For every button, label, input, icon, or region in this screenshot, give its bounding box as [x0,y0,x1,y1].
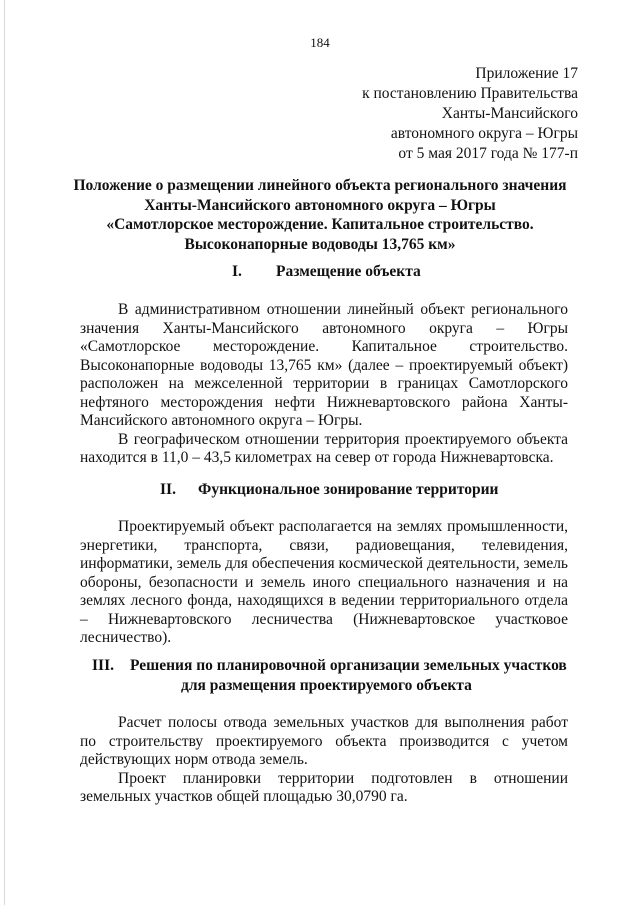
title-line: Положение о размещении линейного объекта регионального значения [73,177,567,194]
section-body-2 [80,518,568,648]
paragraph: В административном отношении линейный объект регионального значения Ханты-Мансийского автономного округа – Югры «Самотлорское месторождение. Капитальное строительство. Высоконапорные водоводы 13,765 км» (далее – проектируемый объект) расположен на межселенной территории в границах Самотлорского нефтяного месторождения нефти Нижневартовского района Ханты-Мансийского автономного округа – Югры. [80,301,568,429]
section-body-1 [80,301,568,468]
paragraph: Расчет полосы отвода земельных участков для выполнения работ по строительству проектируемого объекта производится с учетом действующих норм отвода земель. [80,714,568,768]
scan-edge [4,0,5,905]
section-title: для размещения проектируемого объекта [181,677,472,694]
appendix-line: к постановлению Правительства [362,85,578,102]
section-number: I. [232,263,242,280]
section-heading-2 [160,480,498,500]
paragraph: В географическом отношении территория проектируемого объекта находится в 11,0 – 43,5 километрах на север от города Нижневартовска. [80,430,568,466]
section-heading-3-line2 [181,676,472,696]
appendix-line: от 5 мая 2017 года № 177-п [398,145,578,162]
section-body-3 [80,714,568,807]
appendix-line: Ханты-Мансийского [441,105,578,122]
section-heading-1 [232,262,421,282]
document-title [70,176,570,254]
appendix-line: Приложение 17 [475,65,578,82]
appendix-block [362,64,578,164]
title-line: «Самотлорское месторождение. Капитальное строительство. [106,216,534,233]
appendix-line: автономного округа – Югры [390,125,578,142]
title-line: Ханты-Мансийского автономного округа – Югры [144,196,496,214]
section-title: Размещение объекта [276,263,421,280]
paragraph: Проект планировки территории подготовлен в отношении земельных участков общей площадью 30,0790 га. [80,769,568,805]
section-number: II. [160,481,176,498]
section-title: Решения по планировочной организации земельных участков [130,657,567,674]
section-number: III. [92,657,114,674]
section-heading-3 [92,656,567,676]
page-number: 184 [310,35,330,50]
title-line: Высоконапорные водоводы 13,765 км» [184,235,456,253]
paragraph: Проектируемый объект располагается на землях промышленности, энергетики, транспорта, связи, радиовещания, телевидения, информатики, земель для обеспечения космической деятельности, земель обороны, безопасности и земель иного специального назначения и на землях лесного фонда, находящихся в ведении территориального отдела – Нижневартовского лесничества (Нижневартовское участковое лесничество). [80,518,568,646]
section-title: Функциональное зонирование территории [198,481,499,498]
